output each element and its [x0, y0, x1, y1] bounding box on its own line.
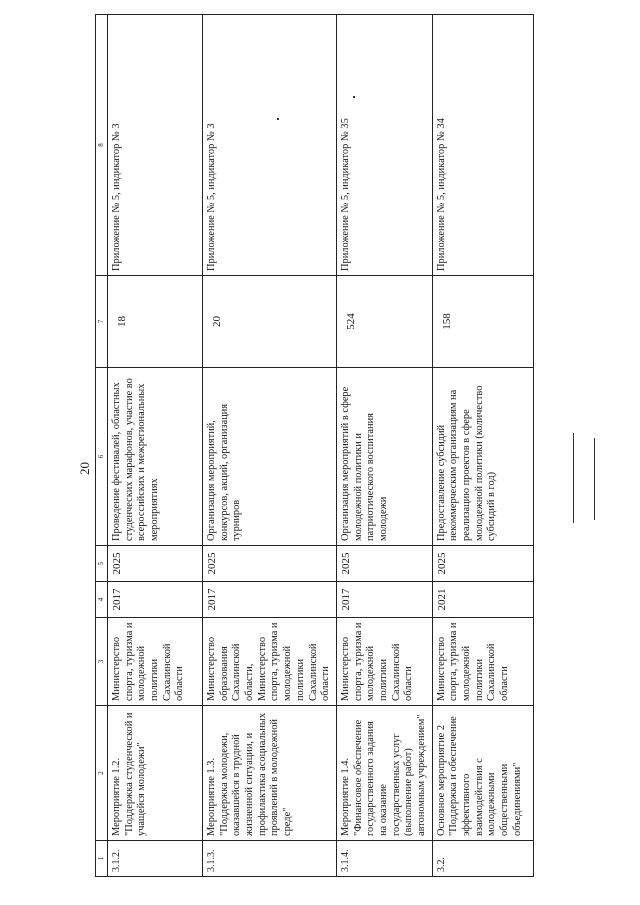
table-row: [432, 15, 533, 877]
table-row: [203, 15, 337, 877]
program-table: [95, 14, 534, 877]
executor: Министерство спорта, туризма и молодежной политики Сахалинской области: [336, 618, 432, 706]
scan-dot-mark: [353, 96, 355, 98]
indicator: Предоставление субсидий некоммерческим организациям на реализацию проектов в сфере молодежной политики (количество субсидий в год): [432, 368, 533, 546]
col-header: 8: [96, 15, 108, 276]
value: 20: [203, 276, 337, 368]
indicator: Проведение фестивалей, областных студенческих марафонов, участие во всероссийских и межрегиональных мероприятиях: [108, 368, 203, 546]
scan-dot-mark: [277, 118, 279, 120]
start-year: 2017: [336, 582, 432, 618]
executor: Министерство спорта, туризма и молодежной политики Сахалинской области: [432, 618, 533, 706]
table-row: [336, 15, 432, 877]
table-row: [108, 15, 203, 877]
measure-name: Мероприятие 1.4. "Финансовое обеспечение государственного задания на оказание государственных услуг (выполнение работ) автономным учреждением": [336, 706, 432, 841]
reference: Приложение № 5, индикатор № 3: [108, 15, 203, 276]
row-number: 3.1.4.: [336, 841, 432, 877]
start-year: 2017: [108, 582, 203, 618]
col-header: 7: [96, 276, 108, 368]
end-year: 2025: [336, 546, 432, 582]
col-header: 6: [96, 368, 108, 546]
value: 158: [432, 276, 533, 368]
row-number: 3.2.: [432, 841, 533, 877]
value: 524: [336, 276, 432, 368]
col-header: 1: [96, 841, 108, 877]
end-year: 2025: [203, 546, 337, 582]
col-header: 4: [96, 582, 108, 618]
row-number: 3.1.2.: [108, 841, 203, 877]
indicator: Организация мероприятий в сфере молодежной политики и патриотического воспитания молодежи: [336, 368, 432, 546]
col-header: 3: [96, 618, 108, 706]
row-number: 3.1.3.: [203, 841, 337, 877]
executor: Министерство образования Сахалинской области, Министерство спорта, туризма и молодежной политики Сахалинской области: [203, 618, 337, 706]
reference: Приложение № 5, индикатор № 34: [432, 15, 533, 276]
end-year: 2025: [108, 546, 203, 582]
measure-name: Мероприятие 1.2. "Поддержка студенческой и учащейся молодежи": [108, 706, 203, 841]
end-year: 2025: [432, 546, 533, 582]
col-header: 5: [96, 546, 108, 582]
start-year: 2017: [203, 582, 337, 618]
executor: Министерство спорта, туризма и молодежной политики Сахалинской области: [108, 618, 203, 706]
header-row: [96, 15, 108, 877]
start-year: 2021: [432, 582, 533, 618]
reference: Приложение № 5, индикатор № 3: [203, 15, 337, 276]
scan-line-mark: [573, 433, 574, 523]
col-header: 2: [96, 706, 108, 841]
reference: Приложение № 5, индикатор № 35: [336, 15, 432, 276]
measure-name: Основное мероприятие 2 "Поддержка и обеспечение эффективного взаимодействия с молодежными общественными объединениями": [432, 706, 533, 841]
measure-name: Мероприятие 1.3. "Поддержка молодежи, оказавшейся в трудной жизненной ситуации, и профилактика асоциальных проявлений в молодежной среде": [203, 706, 337, 841]
page-number: 20: [77, 462, 92, 475]
value: 18: [108, 276, 203, 368]
scan-line-mark: [594, 438, 595, 520]
indicator: Организация мероприятий, конкурсов, акций, организация турниров: [203, 368, 337, 546]
